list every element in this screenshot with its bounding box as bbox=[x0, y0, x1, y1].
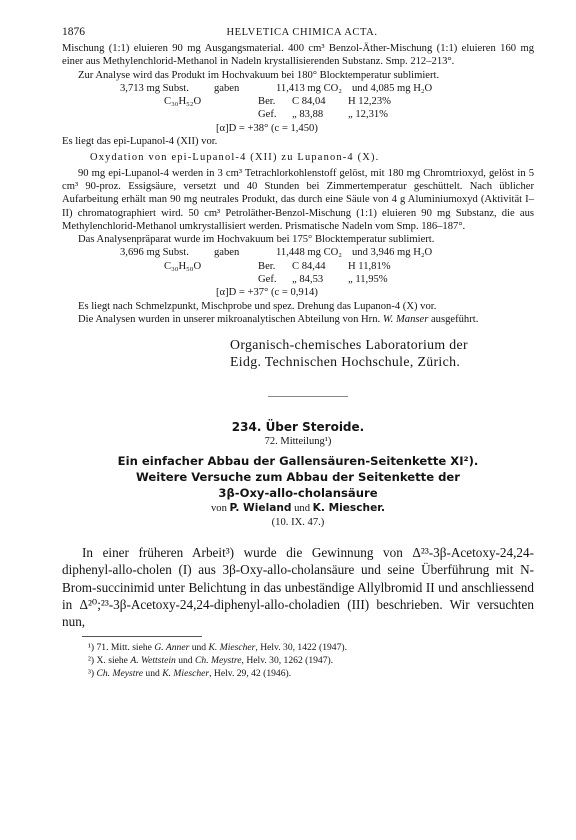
authors: von P. Wieland und K. Miescher. bbox=[210, 502, 385, 515]
paragraph: Es liegt nach Schmelzpunkt, Mischprobe und spez. Drehung das Lupanon-4 (X) vor. bbox=[78, 300, 437, 312]
footnote-divider bbox=[82, 636, 202, 637]
article-subtitle: 72. Mitteilung¹) bbox=[264, 436, 332, 448]
paragraph: Es liegt das epi-Lupanol-4 (XII) vor. bbox=[62, 136, 218, 148]
acknowledgement: Die Analysen wurden in unserer mikroanalytischen Abteilung von Hrn. W. Manser ausgeführt. bbox=[78, 313, 479, 325]
co2-mass: 11,448 mg CO₂ bbox=[276, 247, 342, 259]
calc-c: C 84,44 bbox=[292, 260, 326, 272]
running-header bbox=[62, 26, 534, 38]
found-label: Gef. bbox=[258, 109, 277, 121]
journal-title: HELVETICA CHIMICA ACTA. bbox=[226, 27, 378, 38]
article-title-line: Ein einfacher Abbau der Gallensäuren-Seitenkette XI²). bbox=[117, 454, 479, 469]
h2o-mass: und 4,085 mg H₂O bbox=[352, 82, 433, 94]
found-h: „ 12,31% bbox=[348, 109, 389, 121]
found-h: „ 11,95% bbox=[348, 274, 388, 286]
calc-label: Ber. bbox=[258, 96, 276, 108]
sample-mass: 3,713 mg Subst. bbox=[120, 82, 189, 94]
article-number-title: 234. Über Steroide. bbox=[231, 420, 365, 435]
footnotes bbox=[62, 641, 534, 680]
paragraph: Mischung (1:1) eluieren 90 mg Ausgangsmaterial. 400 cm³ Benzol-Äther-Mischung (1:1) eluieren 160 mg einer aus Methylenchlorid-Methanol in Nadeln krystallisierenden Substanz. Smp. 212–213°. bbox=[62, 43, 534, 68]
footnote: ²) X. siehe A. Wettstein und Ch. Meystre, Helv. 30, 1262 (1947). bbox=[88, 655, 334, 667]
lab-affiliation bbox=[230, 336, 534, 370]
author-name: P. Wieland bbox=[229, 502, 292, 515]
analysis-word: gaben bbox=[214, 247, 240, 259]
found-label: Gef. bbox=[258, 274, 277, 286]
calc-h: H 12,23% bbox=[348, 96, 391, 108]
section-divider bbox=[268, 396, 348, 397]
calc-c: C 84,04 bbox=[292, 96, 326, 108]
lab-line: Eidg. Technischen Hochschule, Zürich. bbox=[230, 354, 461, 370]
analysis-word: gaben bbox=[214, 82, 240, 94]
lab-line: Organisch-chemisches Laboratorium der bbox=[230, 337, 468, 353]
page-number: 1876 bbox=[62, 26, 85, 38]
found-c: „ 84,53 bbox=[292, 274, 324, 286]
footnote: ¹) 71. Mitt. siehe G. Anner und K. Miescher, Helv. 30, 1422 (1947). bbox=[88, 642, 347, 654]
co2-mass: 11,413 mg CO₂ bbox=[276, 82, 342, 94]
calc-h: H 11,81% bbox=[348, 260, 391, 272]
article-title-line: 3β-Oxy-allo-cholansäure bbox=[218, 486, 378, 501]
article-title-line: Weitere Versuche zum Abbau der Seitenkette der bbox=[135, 470, 461, 485]
found-c: „ 83,88 bbox=[292, 109, 324, 121]
article-title-block bbox=[62, 419, 534, 530]
molecular-formula: C₃₀H₅₀O bbox=[164, 260, 202, 272]
elemental-analysis-2 bbox=[120, 246, 534, 299]
received-date: (10. IX. 47.) bbox=[271, 517, 325, 529]
optical-rotation: [α]D = +37° (c = 0,914) bbox=[216, 287, 318, 299]
paragraph: Das Analysenpräparat wurde im Hochvakuum bei 175° Blocktemperatur sublimiert. bbox=[78, 234, 435, 246]
elemental-analysis-1 bbox=[120, 82, 534, 135]
calc-label: Ber. bbox=[258, 260, 276, 272]
person-name: W. Manser bbox=[382, 313, 429, 325]
section-heading: Oxydation von epi-Lupanol-4 (XII) zu Lupanon-4 (X). bbox=[90, 152, 380, 164]
h2o-mass: und 3,946 mg H₂O bbox=[352, 247, 433, 259]
molecular-formula: C₃₀H₅₂O bbox=[164, 96, 202, 108]
footnote: ³) Ch. Meystre und K. Miescher, Helv. 29, 42 (1946). bbox=[88, 668, 292, 680]
author-name: K. Miescher. bbox=[312, 502, 385, 515]
paragraph: 90 mg epi-Lupanol-4 werden in 3 cm³ Tetrachlorkohlenstoff gelöst, mit 180 mg Chromtrioxyd, gelöst in 5 cm³ 90-proz. Essigsäure, versetzt und 40 Stunden bei Zimmertemperatur geschüttelt. Nach üblicher Aufarbeitung erhält man 90 mg neutrales Produkt, das durch eine Säule von 4 g Aluminiumoxyd (Aktivität I–II) chromatographiert wird. 50 cm³ Petroläther-Benzol-Mischung (1:1) eluieren 90 mg Substanz, die aus Methylenchlorid-Methanol umkrystallisiert werden. Prismatische Nadeln vom Smp. 186–187°. bbox=[62, 167, 534, 232]
optical-rotation: [α]D = +38° (c = 1,450) bbox=[216, 122, 318, 134]
article-body bbox=[62, 544, 534, 630]
paragraph: Zur Analyse wird das Produkt im Hochvakuum bei 180° Blocktemperatur sublimiert. bbox=[78, 69, 440, 81]
paragraph: In einer früheren Arbeit³) wurde die Gewinnung von Δ²³-3β-Acetoxy-24,24-diphenyl-allo-cholen (I) aus 3β-Oxy-allo-cholansäure und seine Überführung mit N-Brom-succinimid unter Belichtung in das unbeständige Allylbromid II und anschliessend in Δ²⁰;²³-3β-Acetoxy-24,24-diphenyl-allo-choladien (III) beschrieben. Wir versuchten nun, bbox=[62, 545, 534, 630]
sample-mass: 3,696 mg Subst. bbox=[120, 247, 189, 259]
